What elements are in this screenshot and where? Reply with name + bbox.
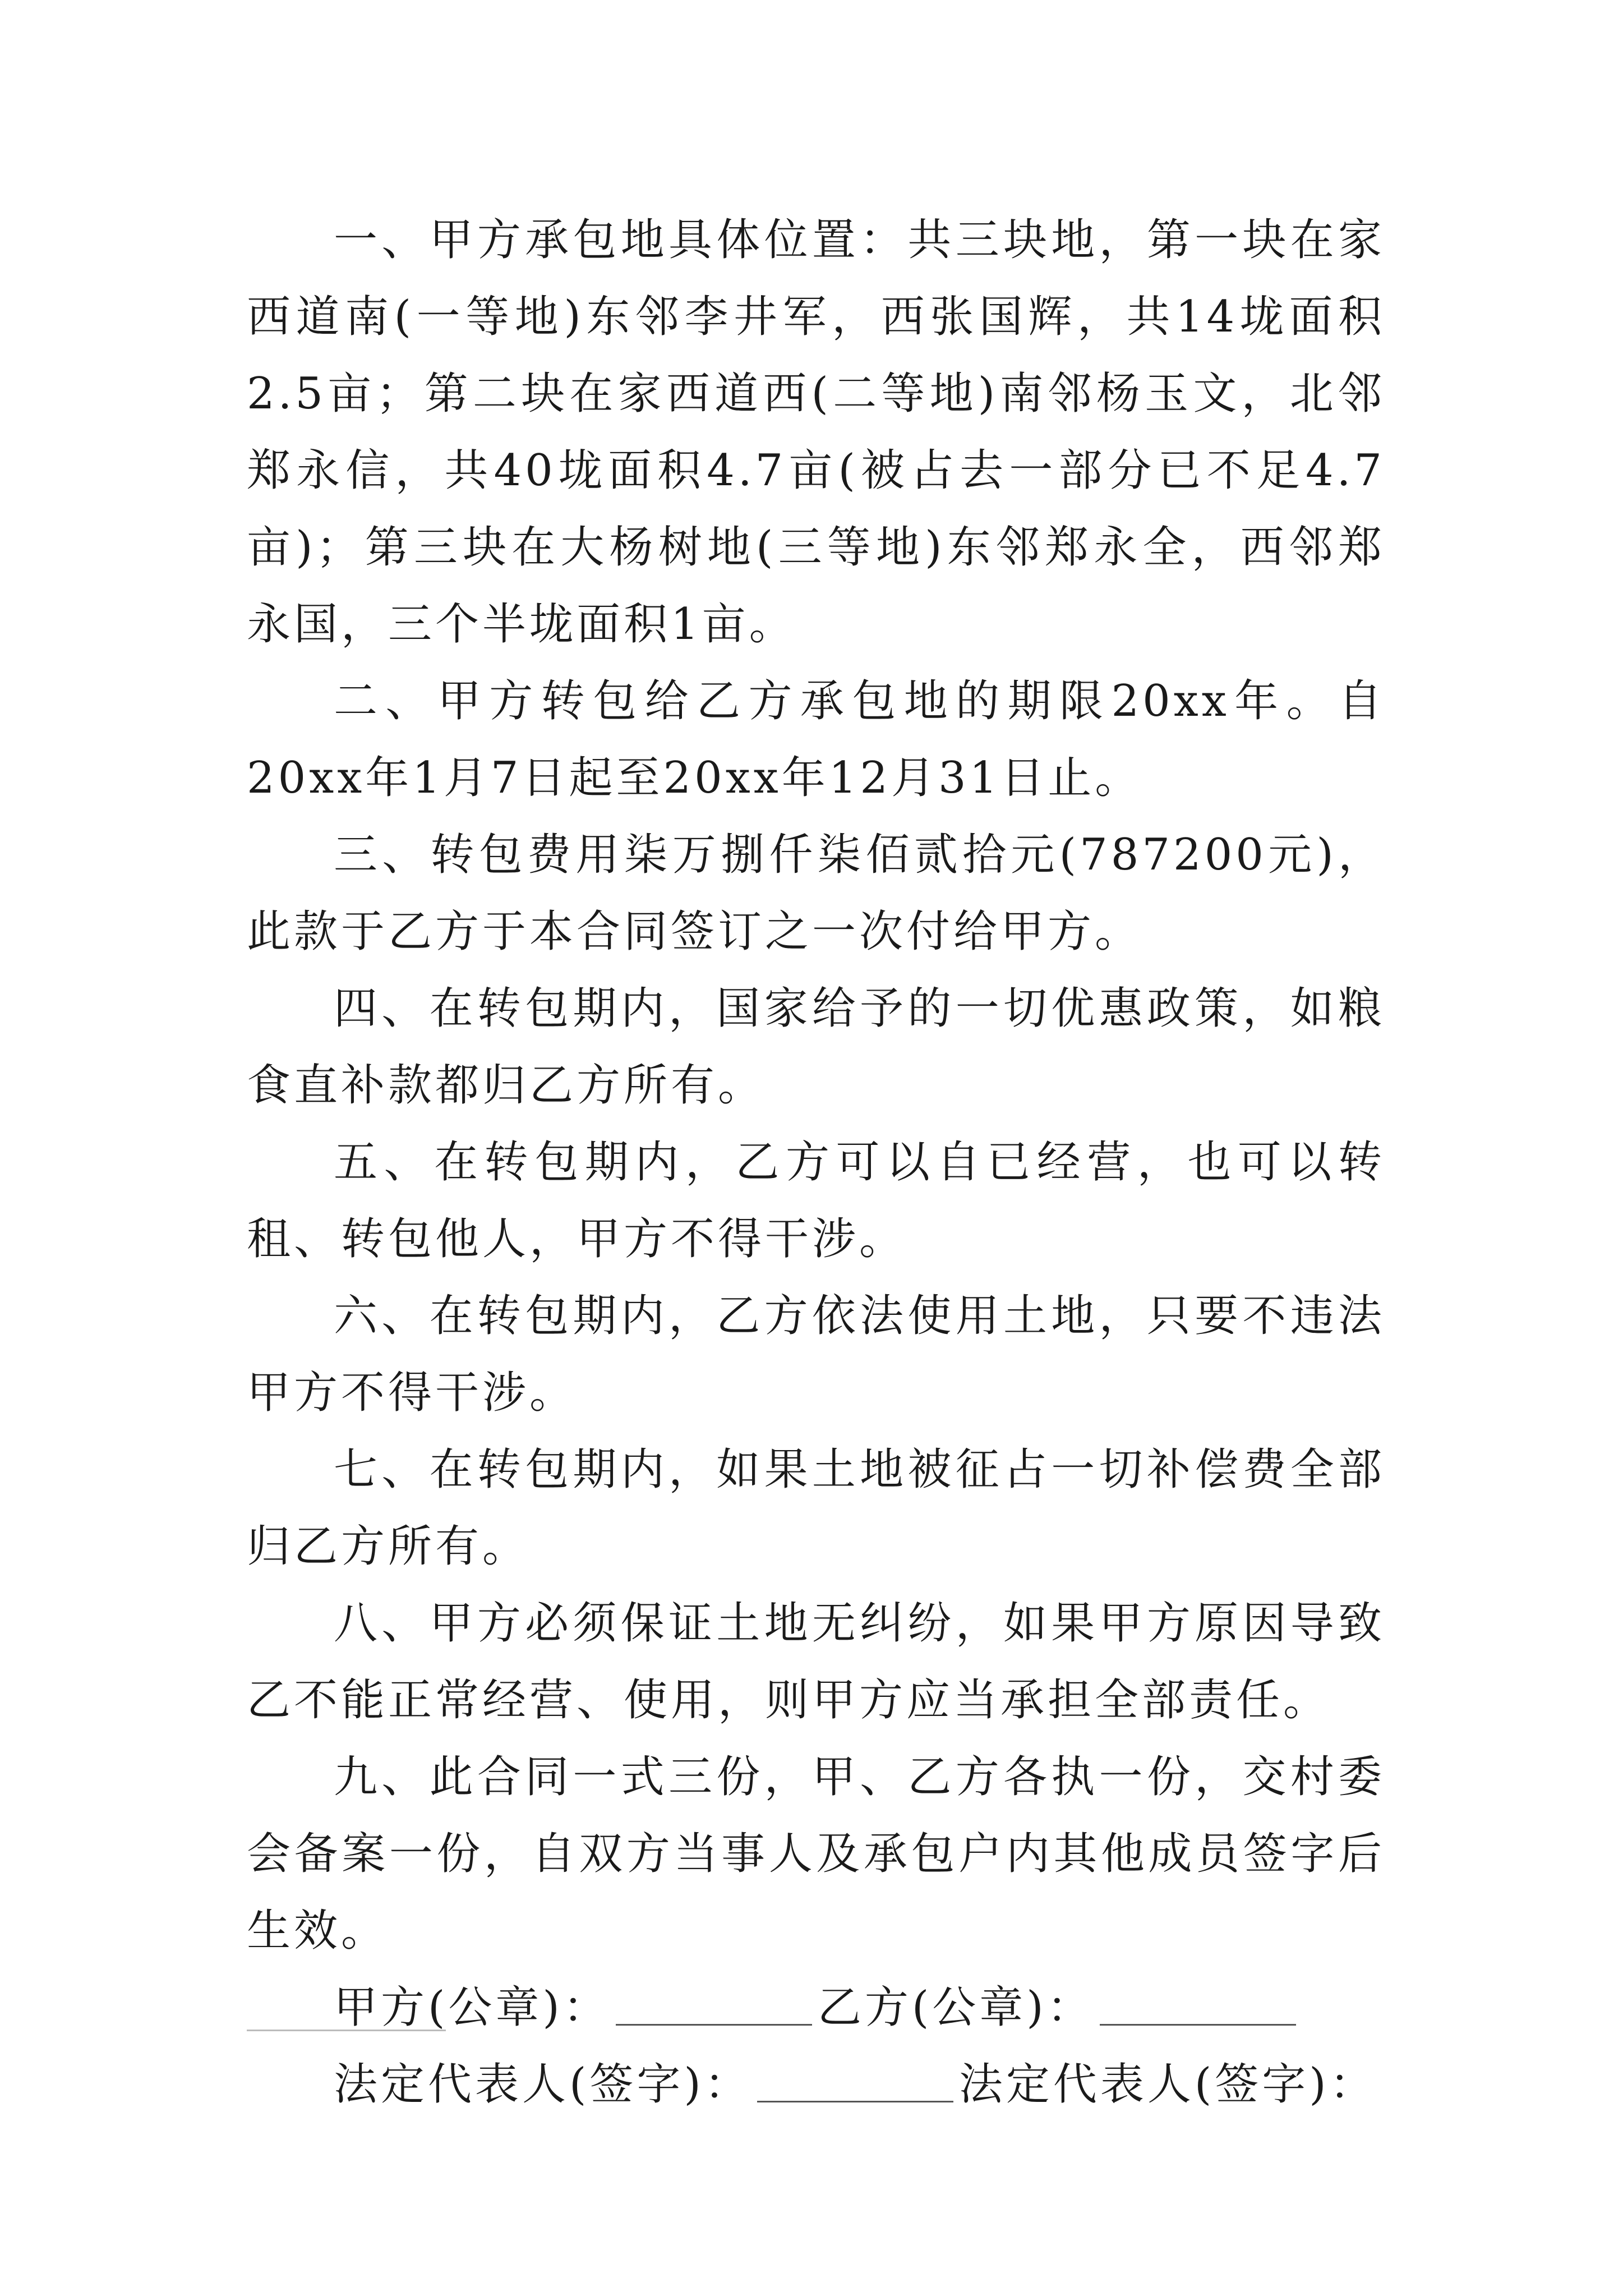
party-a-seal-blank [616,1985,812,2026]
clause-4: 四、在转包期内，国家给予的一切优惠政策，如粮食直补款都归乙方所有。 [247,983,1385,1111]
clause-5: 五、在转包期内，乙方可以自已经营，也可以转租、转包他人，甲方不得干涉。 [247,1137,1385,1264]
clause-6: 六、在转包期内，乙方依法使用土地，只要不违法甲方不得干涉。 [247,1291,1385,1418]
clause-2: 二、甲方转包给乙方承包地的期限20xx年。自20xx年1月7日起至20xx年12月31日止。 [247,676,1385,803]
rep-b-label: 法定代表人(签字)： [958,2059,1377,2110]
footnote-divider [247,2030,446,2031]
representative-row [247,2046,1385,2123]
contract-body [247,202,1385,2123]
rep-a-blank [757,2062,953,2102]
clause-7: 七、在转包期内，如果土地被征占一切补偿费全部归乙方所有。 [247,1444,1385,1572]
party-a-seal-label: 甲方(公章)： [334,1982,610,2033]
clause-8: 八、甲方必须保证土地无纠纷，如果甲方原因导致乙不能正常经营、使用，则甲方应当承担全部责任。 [247,1598,1385,1726]
party-b-seal-blank [1100,1985,1296,2026]
party-b-seal-label: 乙方(公章)： [817,1982,1094,2033]
rep-a-label: 法定代表人(签字)： [334,2059,751,2110]
clause-3: 三、转包费用柒万捌仟柒佰贰拾元(787200元)，此款于乙方于本合同签订之一次付给甲方。 [247,830,1385,957]
clause-9: 九、此合同一式三份，甲、乙方各执一份，交村委会备案一份，自双方当事人及承包户内其他成员签字后生效。 [247,1752,1385,1956]
seal-row [247,1970,1385,2046]
clause-1: 一、甲方承包地具体位置：共三块地，第一块在家西道南(一等地)东邻李井军，西张国辉，共14垅面积2.5亩；第二块在家西道西(二等地)南邻杨玉文，北邻郑永信，共40垅面积4.7亩(被占去一部分已不足4.7亩)；第三块在大杨树地(三等地)东邻郑永全，西邻郑永国，三个半垅面积1亩。 [247,215,1385,650]
